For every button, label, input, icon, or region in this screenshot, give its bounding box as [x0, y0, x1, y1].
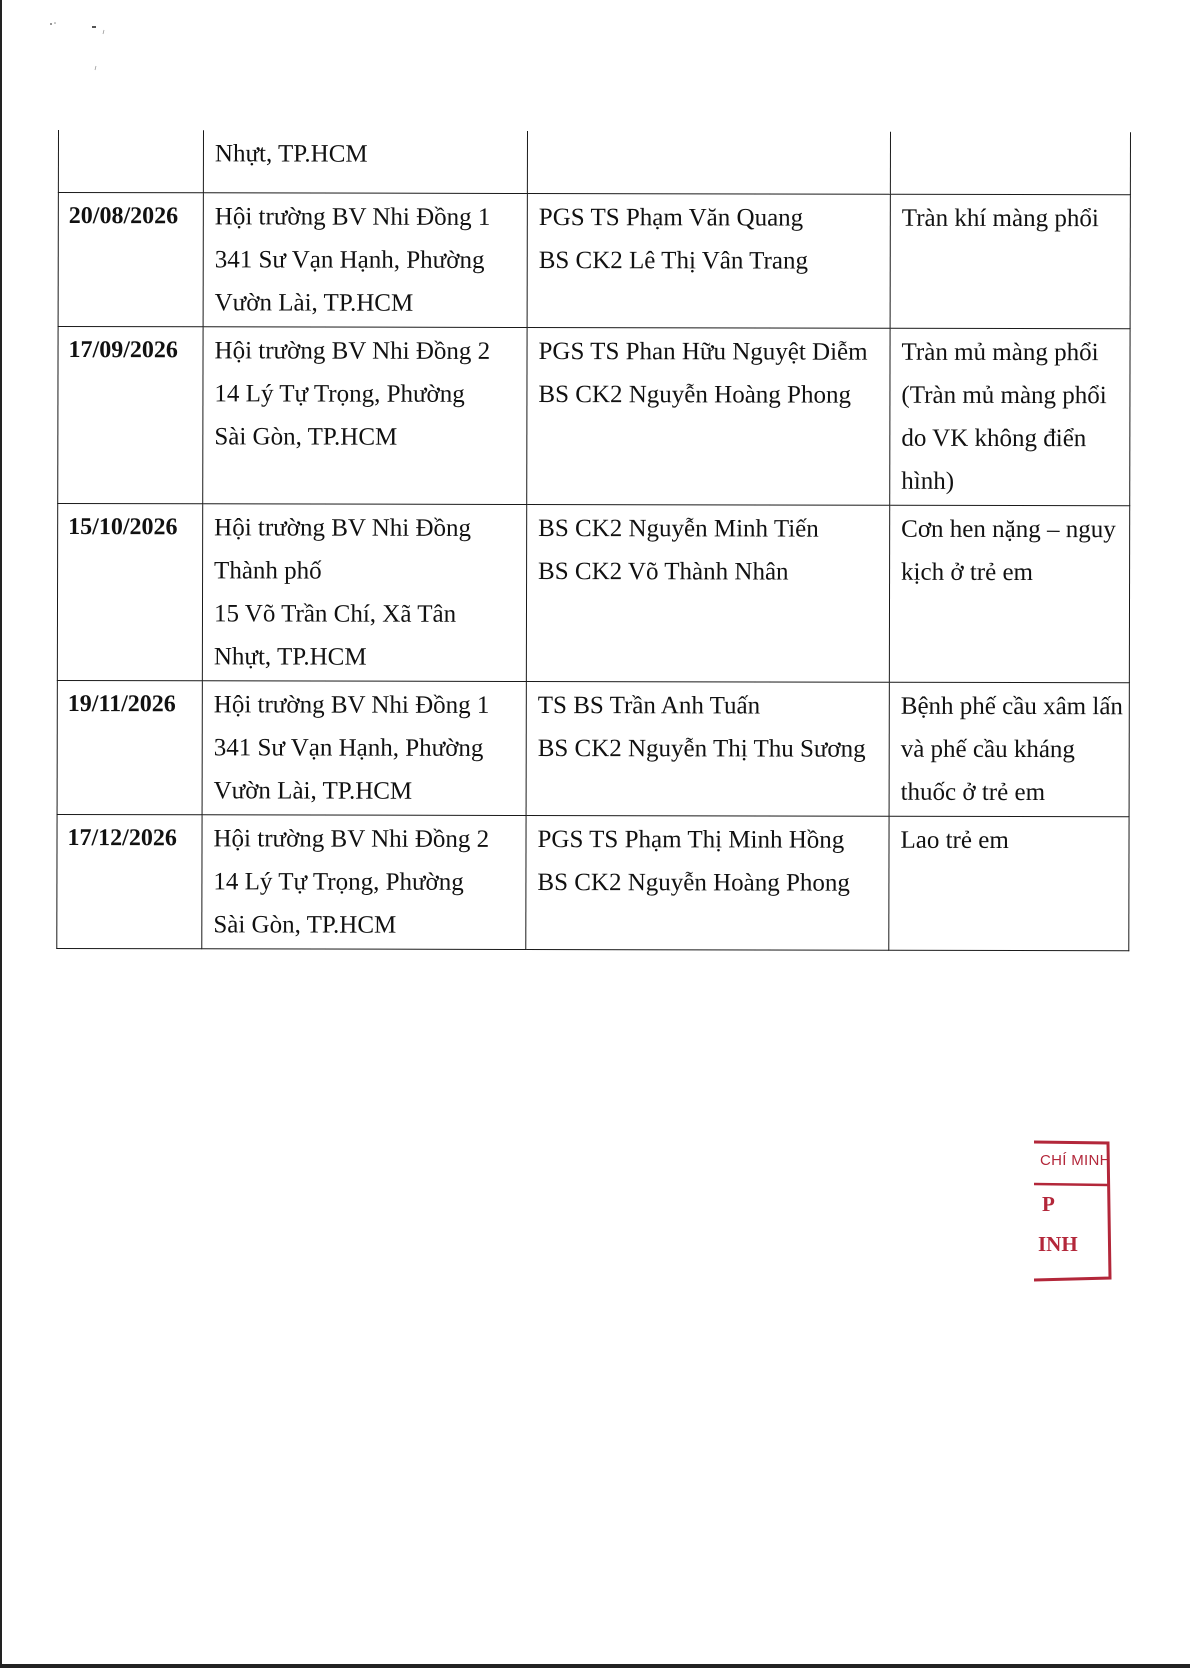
stamp-text-line: CHÍ MINH [1040, 1152, 1111, 1169]
topic-line: Tràn khí màng phổi [901, 204, 1099, 233]
venue-cell [203, 327, 527, 505]
table-row [57, 504, 1129, 683]
topic-cell [889, 505, 1129, 683]
venue-line: Nhựt, TP.HCM [213, 643, 367, 671]
date-cell: 19/11/2026 [57, 680, 202, 814]
speakers-cell [527, 193, 890, 328]
venue-cell [203, 193, 527, 328]
table-row [57, 814, 1129, 950]
scan-specks [48, 18, 118, 78]
speakers-cell [526, 504, 889, 682]
schedule-table [56, 130, 1131, 951]
venue-line: Vườn Lài, TP.HCM [213, 777, 413, 805]
table-row [58, 130, 1130, 195]
topic-line: và phế cầu kháng [900, 735, 1075, 764]
venue-cell [202, 504, 526, 682]
date-cell: 17/09/2026 [58, 327, 203, 504]
topic-line: kịch ở trẻ em [901, 558, 1034, 587]
topic-cell [890, 132, 1130, 195]
table-row [58, 193, 1130, 329]
topic-cell [890, 328, 1130, 506]
speakers-cell [526, 815, 889, 950]
speaker-line: BS CK2 Nguyễn Hoàng Phong [537, 869, 850, 897]
venue-line: Hội trường BV Nhi Đồng 2 [214, 337, 491, 365]
venue-line: 14 Lý Tự Trọng, Phường [214, 380, 465, 408]
venue-line: Vườn Lài, TP.HCM [214, 289, 414, 317]
speaker-line: PGS TS Phạm Thị Minh Hồng [537, 826, 845, 854]
topic-cell [889, 682, 1129, 817]
topic-line: Bệnh phế cầu xâm lấn [900, 692, 1123, 721]
venue-line: Thành phố [214, 557, 322, 585]
venue-line: Sài Gòn, TP.HCM [213, 911, 397, 939]
topic-line: do VK không điển [901, 424, 1087, 453]
topic-line: thuốc ở trẻ em [900, 778, 1046, 807]
date-cell: 20/08/2026 [58, 193, 203, 327]
scan-edge-bottom [0, 1664, 1190, 1668]
table-row [58, 327, 1130, 506]
topic-cell [890, 194, 1130, 329]
venue-cell [203, 130, 527, 193]
topic-line: Cơn hen nặng – nguy [901, 515, 1116, 544]
venue-line: Hội trường BV Nhi Đồng [214, 514, 472, 542]
speaker-line: BS CK2 Nguyễn Hoàng Phong [538, 381, 851, 409]
venue-line: 341 Sư Vạn Hạnh, Phường [213, 734, 484, 762]
venue-cell [202, 815, 526, 950]
speaker-line: BS CK2 Lê Thị Vân Trang [538, 247, 809, 275]
venue-line: Hội trường BV Nhi Đồng 2 [213, 825, 490, 853]
venue-line: Hội trường BV Nhi Đồng 1 [213, 691, 490, 719]
topic-line: hình) [901, 467, 955, 495]
topic-cell [889, 816, 1129, 951]
scan-edge-left [0, 0, 2, 1668]
speakers-cell [527, 131, 890, 194]
stamp-text-line: P [1042, 1192, 1055, 1216]
topic-line: Tràn mủ màng phổi [901, 338, 1099, 367]
date-cell: 15/10/2026 [57, 504, 202, 681]
official-stamp [1034, 1132, 1112, 1282]
topic-line: Lao trẻ em [900, 826, 1009, 854]
venue-line: 341 Sư Vạn Hạnh, Phường [214, 246, 485, 274]
venue-line: Hội trường BV Nhi Đồng 1 [214, 203, 491, 231]
speaker-line: TS BS Trần Anh Tuấn [537, 692, 761, 720]
speaker-line: BS CK2 Võ Thành Nhân [538, 558, 789, 586]
venue-line: 14 Lý Tự Trọng, Phường [213, 868, 464, 896]
stamp-text-line: INH [1038, 1232, 1078, 1256]
date-cell [58, 130, 203, 193]
venue-line: Sài Gòn, TP.HCM [214, 423, 398, 451]
speaker-line: PGS TS Phan Hữu Nguyệt Diễm [538, 338, 868, 366]
topic-line: (Tràn mủ màng phổi [901, 381, 1107, 410]
speakers-cell [527, 327, 890, 505]
table-row [57, 680, 1129, 816]
venue-cell [202, 681, 526, 816]
venue-line: Nhựt, TP.HCM [214, 140, 368, 168]
speakers-cell [526, 681, 889, 816]
speaker-line: BS CK2 Nguyễn Thị Thu Sương [537, 735, 866, 763]
speaker-line: PGS TS Phạm Văn Quang [538, 204, 804, 232]
speaker-line: BS CK2 Nguyễn Minh Tiến [538, 515, 819, 543]
date-cell: 17/12/2026 [57, 814, 202, 948]
venue-line: 15 Võ Trần Chí, Xã Tân [213, 600, 457, 628]
